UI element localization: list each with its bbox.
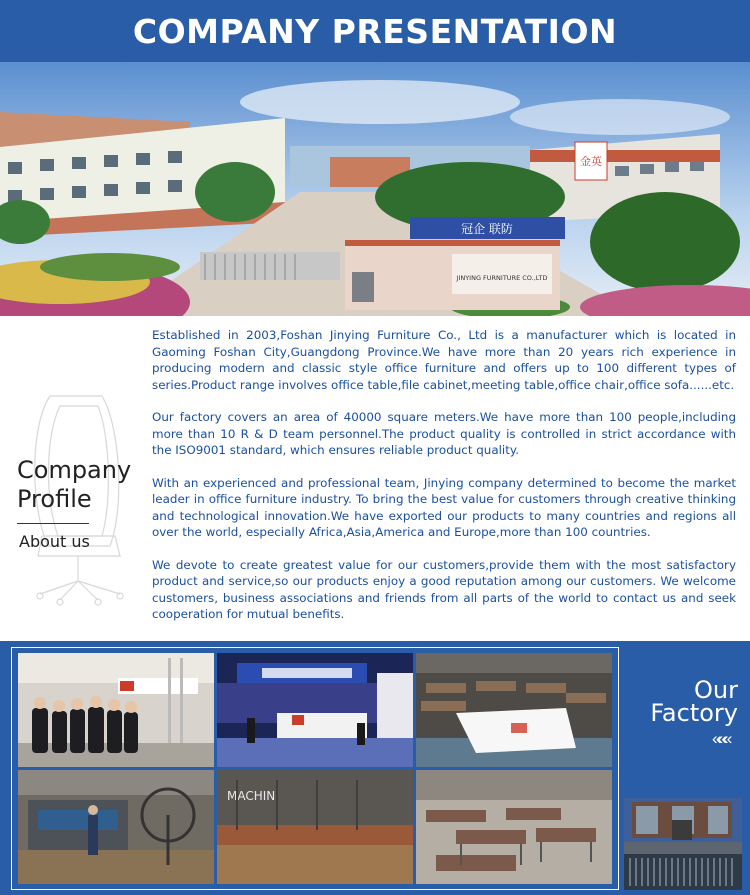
profile-paragraph: We devote to create greatest value for our customers,provide them with the most satisfactory product and service,so our products enjoy a good reputation among our customers. We welcome customers, business associations and friends from all parts of the world to contact us and seek cooperation for mutual benefits. [152,557,736,621]
page-header [0,0,750,62]
gallery-photo-workshop [18,770,214,884]
office-desk-photo [624,798,742,890]
gallery-photo-machinery [217,770,413,884]
factory-heading-line1: Our [694,676,738,704]
page-title: COMPANY PRESENTATION [132,11,618,51]
gallery-photo-team [18,653,214,767]
factory-gallery [11,647,619,890]
profile-paragraph: Established in 2003,Foshan Jinying Furniture Co., Ltd is a manufacturer which is located in Gaoming Foshan City,Guangdong Province.We have more than 20 years rich experience in producing modern and classic style office furniture and offers up to 100 different types of series.Product range involves office table,file cabinet,meeting table,office chair,office sofa......etc. [152,328,736,392]
profile-heading [17,456,131,514]
our-factory-section [0,641,750,895]
svg-text:JINYING FURNITURE CO.,LTD: JINYING FURNITURE CO.,LTD [456,274,548,282]
svg-text:冠企 联防: 冠企 联防 [461,222,513,236]
heading-divider [17,523,89,524]
gallery-photo-showroom [416,653,612,767]
factory-heading [650,676,738,727]
profile-heading-line1: Company [17,456,132,484]
gallery-photo-exhibition [217,653,413,767]
profile-paragraph: With an experienced and professional team, Jinying company determined to become the market leader in office furniture industry. To bring the best value for customers through creative thinking and technological innovation.We have exported our products to many countries and regions all over the world, especially Africa,Asia,America and Europe,more than 100 countries. [152,475,736,539]
machinery-sign: MACHIN [227,789,276,803]
hero-factory-photo [0,62,750,316]
svg-text:金英: 金英 [580,155,602,168]
profile-body [152,327,736,639]
profile-heading-line2: Profile [17,485,92,513]
profile-paragraph: Our factory covers an area of 40000 square meters.We have more than 100 people,including more than 10 R & D team personnel.The product quality is controlled in strict accordance with the ISO9001 standard, which ensures reliable product quality. [152,410,736,457]
company-profile-section [0,316,750,641]
factory-heading-line2: Factory [650,699,738,727]
chevrons-left-icon: ««« [712,729,729,748]
profile-subheading: About us [19,532,90,551]
gallery-photo-assembly [416,770,612,884]
